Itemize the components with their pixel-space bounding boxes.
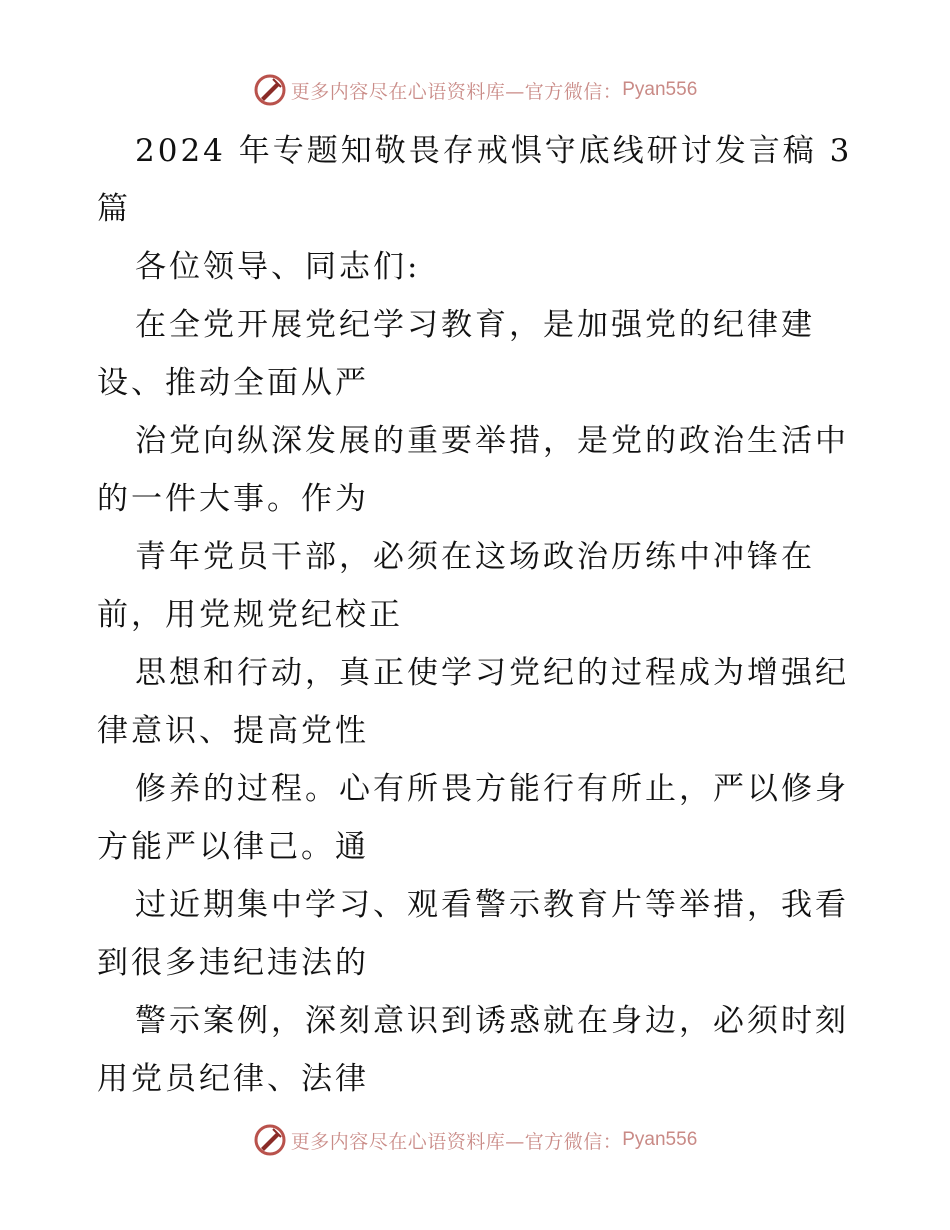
paragraph-line: 在全党开展党纪学习教育，是加强党的纪律建 bbox=[135, 307, 815, 343]
watermark-text: 更多内容尽在心语资料库—官方微信： bbox=[290, 1130, 623, 1153]
paragraph-line: 治党向纵深发展的重要举措，是党的政治生活中 bbox=[135, 423, 849, 459]
document-title-line-1: 2024 年专题知敬畏存戒惧守底线研讨发言稿 3 bbox=[135, 133, 853, 169]
paragraph-line: 律意识、提高党性 bbox=[97, 713, 369, 749]
paragraph-line: 过近期集中学习、观看警示教育片等举措，我看 bbox=[135, 887, 849, 923]
paragraph-line: 用党员纪律、法律 bbox=[97, 1061, 369, 1097]
paragraph-line: 警示案例，深刻意识到诱惑就在身边，必须时刻 bbox=[135, 1003, 849, 1039]
paragraph-line: 前，用党规党纪校正 bbox=[97, 597, 403, 633]
paragraph-line: 到很多违纪违法的 bbox=[97, 945, 369, 981]
watermark-text: 更多内容尽在心语资料库—官方微信： bbox=[290, 80, 623, 103]
document-body bbox=[97, 122, 867, 1108]
paragraph-line: 修养的过程。心有所畏方能行有所止，严以修身 bbox=[135, 771, 849, 807]
footer-watermark bbox=[0, 1120, 950, 1160]
document-title-line-2: 篇 bbox=[97, 191, 131, 227]
paragraph-line: 设、推动全面从严 bbox=[97, 365, 369, 401]
quill-pen-circle-icon bbox=[253, 1123, 287, 1157]
paragraph-line: 青年党员干部，必须在这场政治历练中冲锋在 bbox=[135, 539, 815, 575]
watermark-wechat-id: Pyan556 bbox=[622, 1129, 698, 1150]
quill-pen-circle-icon bbox=[253, 73, 287, 107]
paragraph-line: 的一件大事。作为 bbox=[97, 481, 369, 517]
paragraph-line: 方能严以律己。通 bbox=[97, 829, 369, 865]
salutation: 各位领导、同志们: bbox=[135, 249, 421, 285]
header-watermark bbox=[0, 70, 950, 110]
paragraph-line: 思想和行动，真正使学习党纪的过程成为增强纪 bbox=[135, 655, 849, 691]
watermark-wechat-id: Pyan556 bbox=[622, 79, 698, 100]
